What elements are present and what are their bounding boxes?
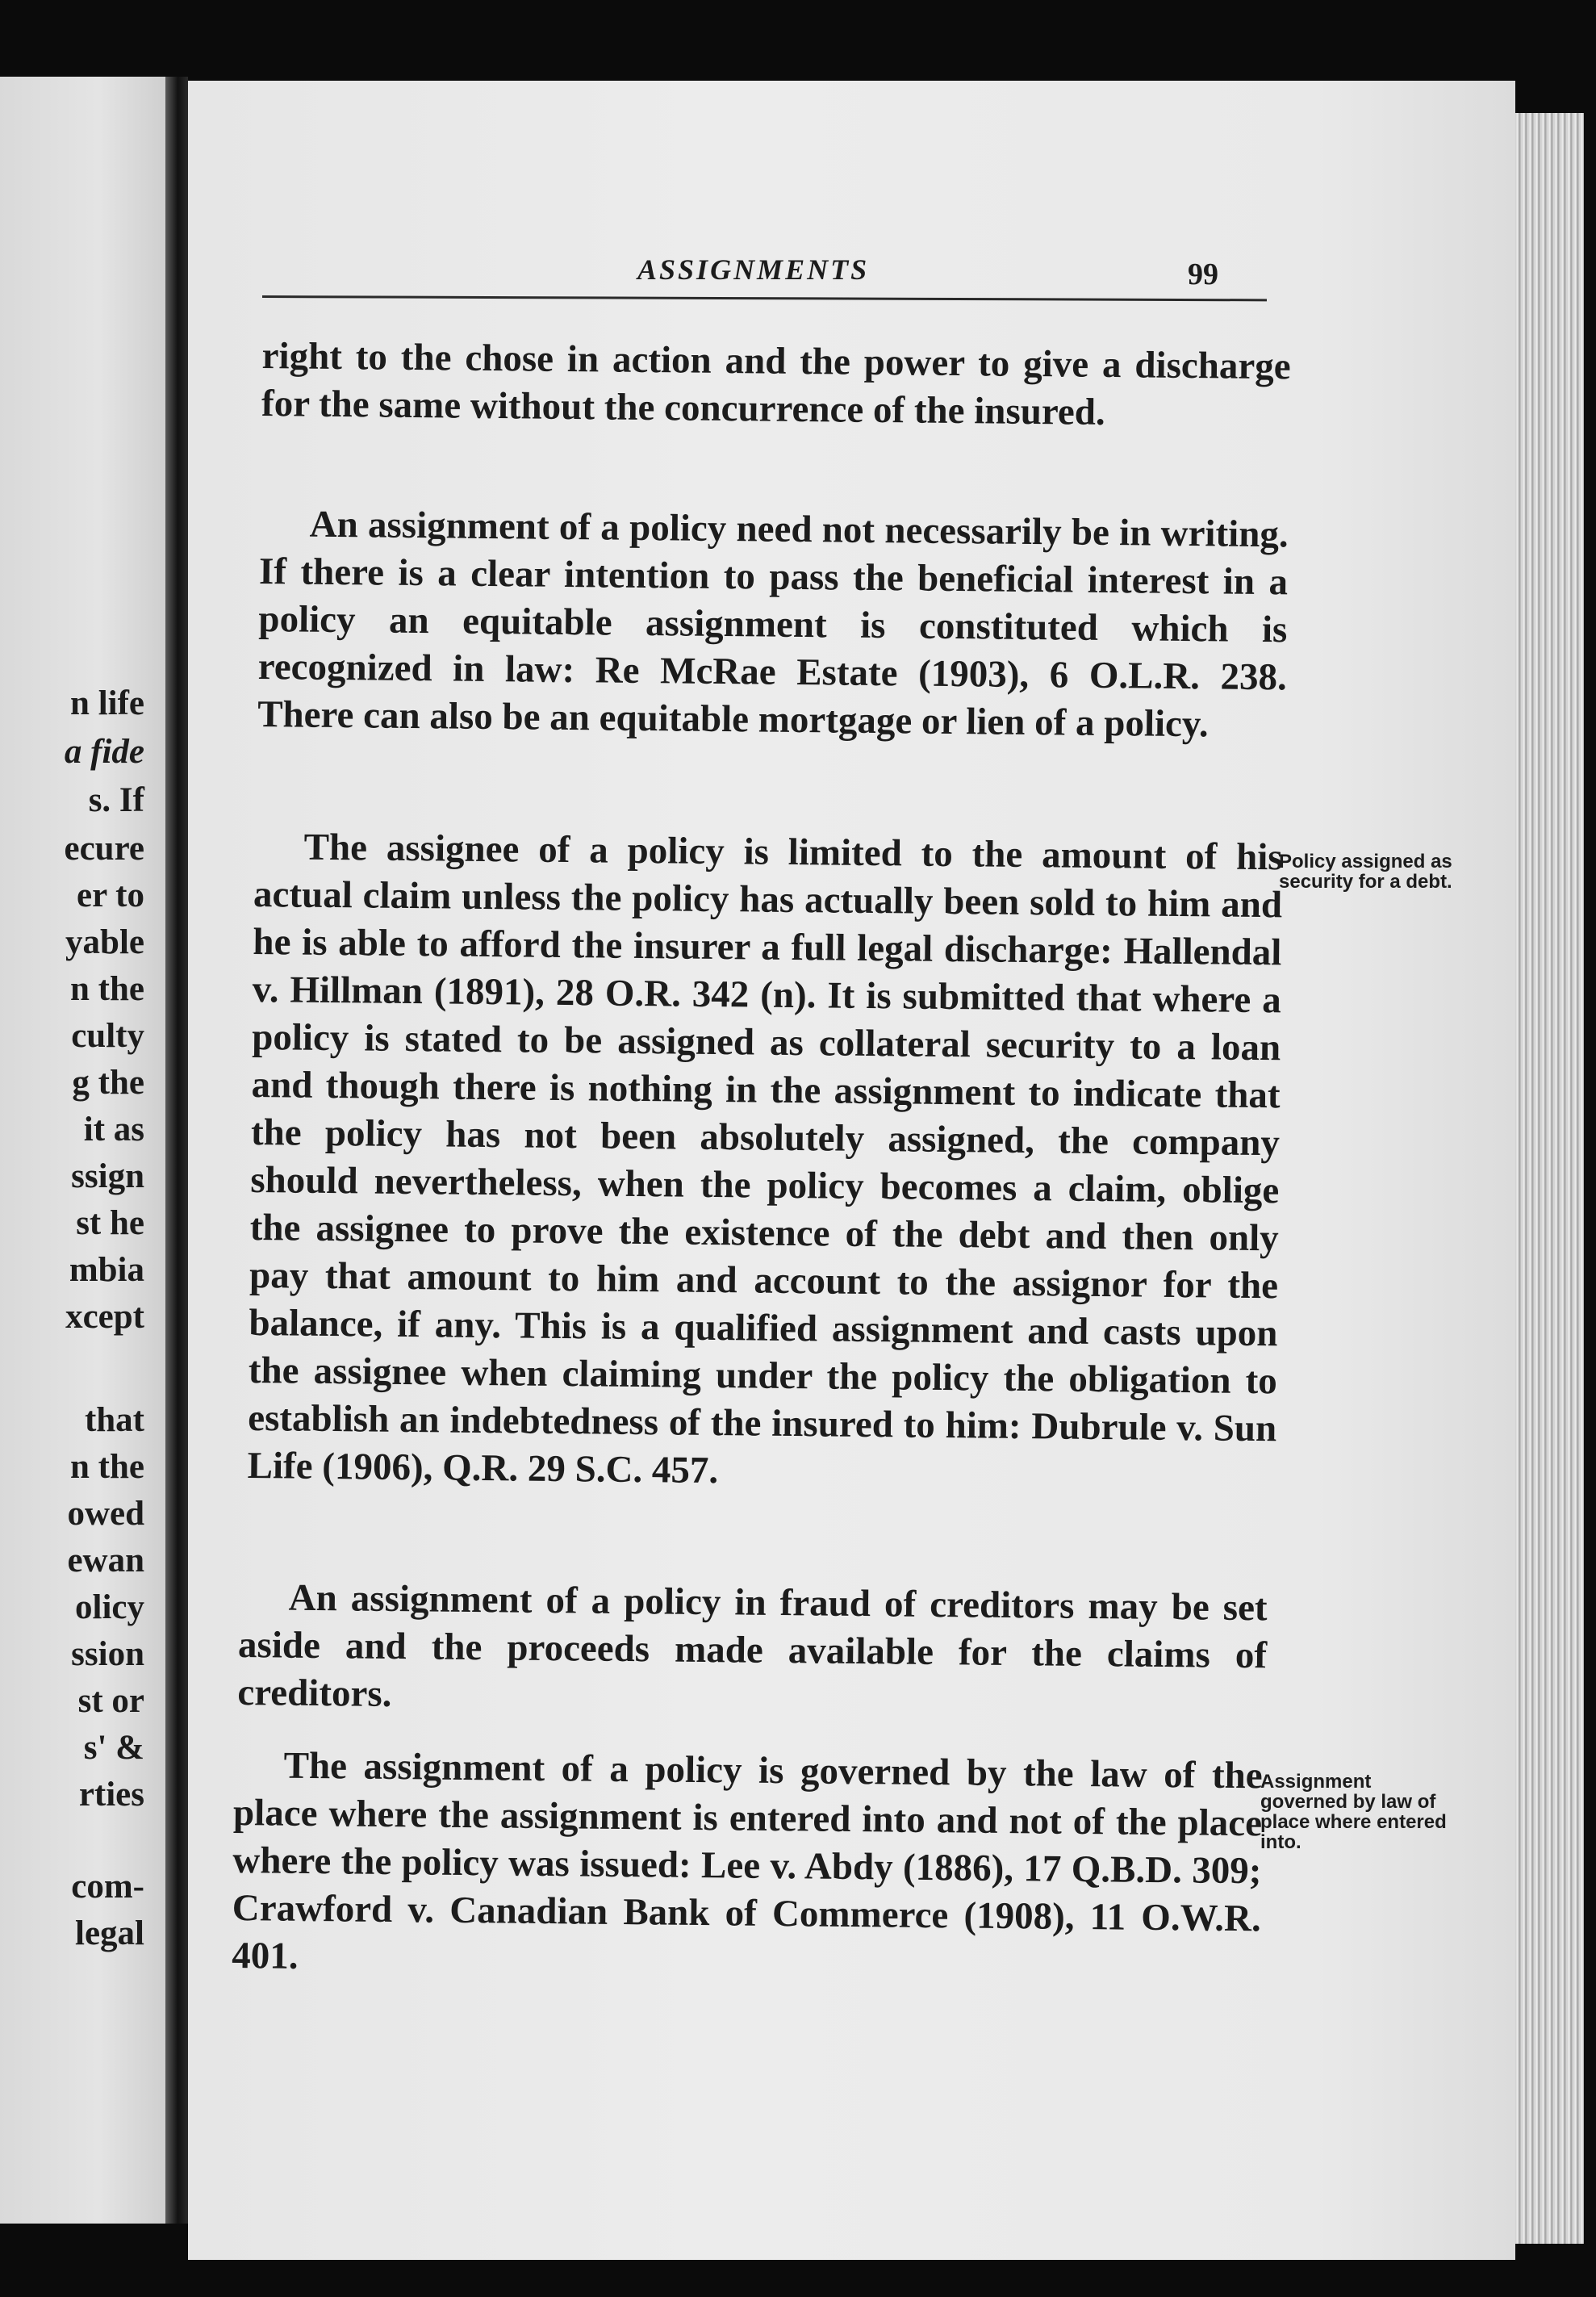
left-page-line: st he	[76, 1204, 144, 1242]
left-page-line: legal	[75, 1914, 144, 1952]
left-page-line: it as	[83, 1111, 144, 1148]
left-page-line: n the	[70, 1448, 144, 1486]
left-page-line: ssign	[71, 1157, 144, 1195]
left-page-line: n the	[70, 970, 144, 1008]
left-page-line: that	[84, 1401, 144, 1439]
left-page-line: olicy	[75, 1588, 144, 1626]
paragraph-text: An assignment of a policy need not necessarily be in writing. If there is a clear intention to pass the beneficial interest in a policy an equitable assignment is constituted which is recognized in law: Re McRae Estate (1903), 6 O.L.R. 238. There can also be an equitable mortgage or lien of a policy.	[257, 503, 1289, 746]
left-page-line: xcept	[65, 1298, 144, 1336]
paragraph	[261, 333, 1291, 438]
paragraph-indent	[254, 859, 304, 860]
left-page-line: mbia	[69, 1251, 144, 1289]
page-number: 99	[1188, 257, 1218, 291]
left-page-line: ecure	[64, 830, 144, 868]
paragraph-indent	[239, 1609, 289, 1610]
paragraph	[232, 1742, 1263, 1990]
paragraph-text: right to the chose in action and the power to give a discharge for the same without the concurrence of the insured.	[261, 334, 1291, 433]
left-page-line: n life	[70, 684, 144, 722]
left-page-line: culty	[71, 1017, 144, 1055]
left-page-line: ssion	[71, 1635, 144, 1673]
left-page-line: s. If	[88, 781, 144, 819]
paragraph-text: The assignment of a policy is governed by the law of the place where the assignment is entered into and not of the place where the policy was issued: Lee v. Abdy (1886), 17 Q.B.D. 309; Crawford v. Canadian Bank of Commerce (1908), 11 O.W.R. 401.	[231, 1744, 1263, 1977]
left-page-line: com-	[71, 1868, 144, 1906]
book-gutter	[165, 77, 188, 2224]
sidenote: Policy assigned as security for a debt.	[1279, 851, 1452, 893]
left-page-line: g the	[72, 1064, 144, 1102]
left-page-line: ewan	[67, 1542, 144, 1579]
paragraph-indent	[234, 1777, 284, 1778]
paragraph	[237, 1574, 1268, 1727]
page-edges	[1515, 113, 1584, 2244]
paragraph-text: The assignee of a policy is limited to the amount of his actual claim unless the policy has actually been sold to him and he is able to afford the insurer a full legal discharge: Hallendal v. Hillman (1891), 28 O.R. 342 (n). It is submitted that where a policy is stated to be assigned as collateral security to a loan and though there is nothing in the assignment to indicate that the policy has not been absolutely assigned, the company should nevertheless, when the policy becomes a claim, oblige the assignee to prove the existence of the debt and then only pay that amount to him and account to the assignor for the balance, if any. This is a qualified assignment and casts upon the assignee when claiming under the policy the obligation to establish an indebtedness of the insured to him: Dubrule v. Sun Life (1906), Q.R. 29 S.C. 457.	[247, 826, 1283, 1492]
left-page-line: rties	[78, 1776, 144, 1814]
paragraph-text: An assignment of a policy in fraud of creditors may be set aside and the proceeds made available for the claims of creditors.	[237, 1576, 1268, 1715]
left-page-line: yable	[65, 923, 144, 961]
left-facing-page	[0, 77, 165, 2224]
left-page-line: owed	[67, 1495, 144, 1533]
paragraph-indent	[260, 536, 310, 537]
sidenote: Assignment governed by law of place where entered into.	[1260, 1771, 1447, 1853]
paragraph	[247, 823, 1283, 1500]
left-page-line: s' &	[83, 1729, 144, 1767]
paragraph	[257, 500, 1289, 749]
left-page-line: er to	[77, 877, 144, 914]
running-head: ASSIGNMENTS	[637, 253, 870, 286]
left-page-line: a fide	[64, 733, 144, 771]
left-page-line: st or	[77, 1682, 144, 1720]
